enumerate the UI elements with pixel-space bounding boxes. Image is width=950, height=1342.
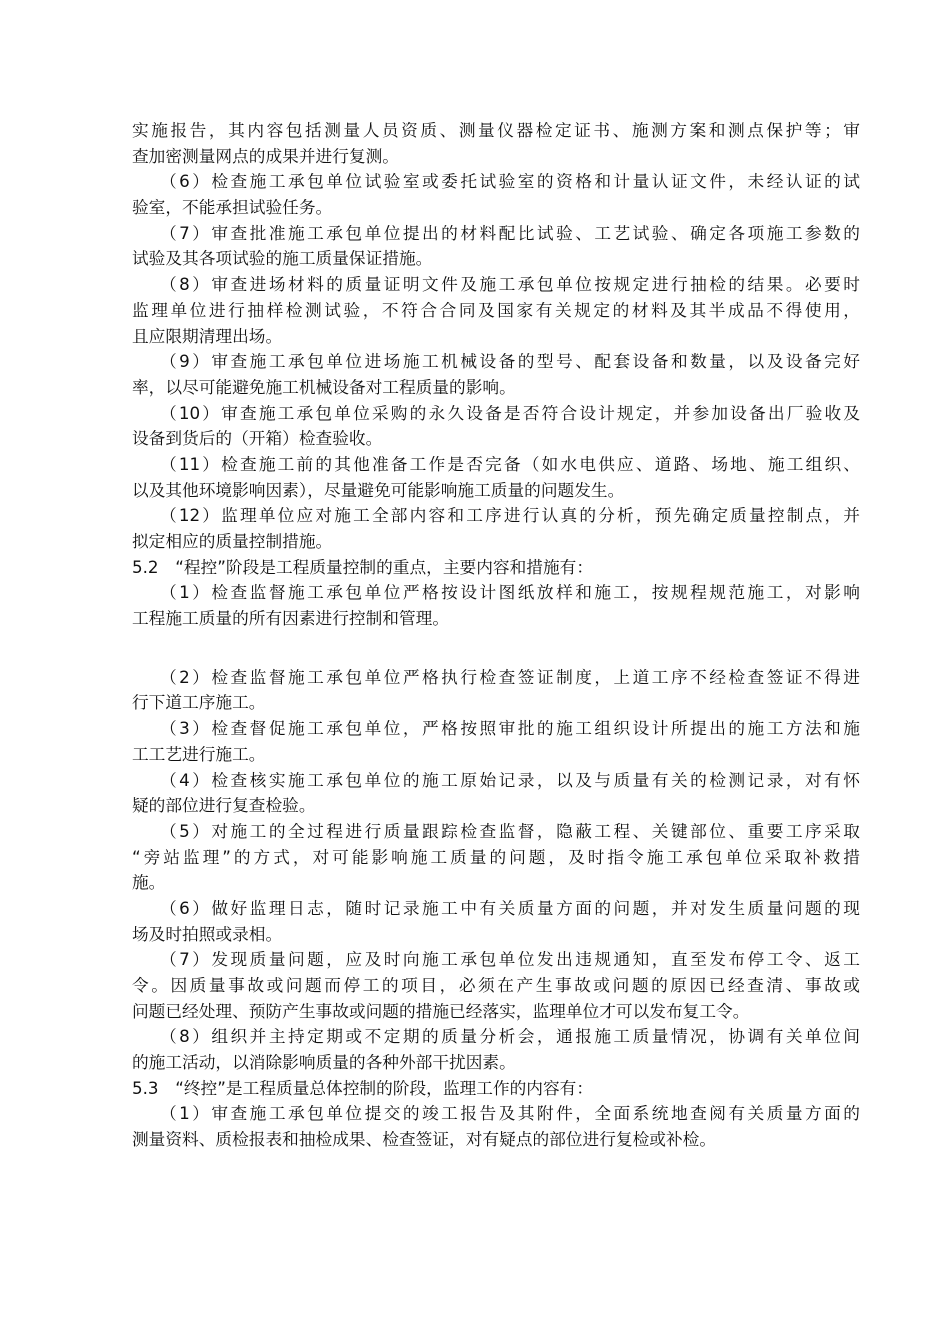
text-line: 监理单位进行抽样检测试验，不符合合同及国家有关规定的材料及其半成品不得使用， — [132, 299, 860, 320]
text-line: 工工艺进行施工。 — [132, 743, 266, 764]
text-line: （10）审查施工承包单位采购的永久设备是否符合设计规定，并参加设备出厂验收及 — [160, 402, 860, 423]
text-line: 验室，不能承担试验任务。 — [132, 197, 333, 218]
text-line: 设备到货后的（开箱）检查验收。 — [132, 428, 383, 449]
text-line: （12）监理单位应对施工全部内容和工序进行认真的分析，预先确定质量控制点，并 — [160, 505, 860, 526]
text-line: （1）检查监督施工承包单位严格按设计图纸放样和施工，按规程规范施工，对影响 — [160, 582, 860, 603]
document-page — [132, 118, 860, 1153]
text-line: （8）组织并主持定期或不定期的质量分析会，通报施工质量情况，协调有关单位间 — [160, 1026, 860, 1047]
text-line: （1）审查施工承包单位提交的竣工报告及其附件，全面系统地查阅有关质量方面的 — [160, 1103, 860, 1124]
section-heading-5-3: 5.3 “终控”是工程质量总体控制的阶段，监理工作的内容有： — [132, 1077, 594, 1098]
text-line: （4）检查核实施工承包单位的施工原始记录，以及与质量有关的检测记录，对有怀 — [160, 769, 860, 790]
blank-space — [132, 632, 860, 665]
text-line: 令。因质量事故或问题而停工的项目，必须在产生事故或问题的原因已经查清、事故或 — [132, 975, 860, 995]
text-line: 试验及其各项试验的施工质量保证措施。 — [132, 248, 433, 269]
text-line: 且应限期清理出场。 — [132, 325, 283, 346]
text-line: 疑的部位进行复查检验。 — [132, 795, 316, 816]
text-line: （11）检查施工前的其他准备工作是否完备（如水电供应、道路、场地、施工组织、 — [160, 453, 860, 474]
text-line: （6）检查施工承包单位试验室或委托试验室的资格和计量认证文件，未经认证的试 — [160, 171, 860, 192]
text-line: （7）发现质量问题，应及时向施工承包单位发出违规通知，直至发布停工令、返工 — [160, 949, 860, 970]
text-line: 率，以尽可能避免施工机械设备对工程质量的影响。 — [132, 376, 516, 397]
text-line: 以及其他环境影响因素），尽量避免可能影响施工质量的问题发生。 — [132, 479, 625, 500]
text-line: 施。 — [132, 872, 166, 893]
text-line: 实施报告，其内容包括测量人员资质、测量仪器检定证书、施测方案和测点保护等；审 — [132, 120, 860, 140]
text-line: 工程施工质量的所有因素进行控制和管理。 — [132, 608, 450, 629]
text-line: 的施工活动，以消除影响质量的各种外部干扰因素。 — [132, 1052, 516, 1073]
section-heading-5-2: 5.2 “程控”阶段是工程质量控制的重点，主要内容和措施有： — [132, 556, 594, 577]
text-line: 场及时拍照或录相。 — [132, 923, 283, 944]
text-line: 拟定相应的质量控制措施。 — [132, 531, 333, 551]
text-line: （9）审查施工承包单位进场施工机械设备的型号、配套设备和数量，以及设备完好 — [160, 351, 860, 372]
text-line: （3）检查督促施工承包单位，严格按照审批的施工组织设计所提出的施工方法和施 — [160, 718, 860, 739]
text-line: 行下道工序施工。 — [132, 692, 266, 713]
text-line: （2）检查监督施工承包单位严格执行检查签证制度，上道工序不经检查签证不得进 — [160, 666, 860, 687]
text-line: （6）做好监理日志，随时记录施工中有关质量方面的问题，并对发生质量问题的现 — [160, 897, 860, 918]
text-line: （8）审查进场材料的质量证明文件及施工承包单位按规定进行抽检的结果。必要时 — [160, 274, 860, 295]
text-line: 问题已经处理、预防产生事故或问题的措施已经落实，监理单位才可以发布复工令。 — [132, 1000, 750, 1021]
text-line: （7）审查批准施工承包单位提出的材料配比试验、工艺试验、确定各项施工参数的 — [160, 222, 860, 243]
text-line: 测量资料、质检报表和抽检成果、检查签证，对有疑点的部位进行复检或补检。 — [132, 1129, 717, 1150]
text-line: （5）对施工的全过程进行质量跟踪检查监督，隐蔽工程、关键部位、重要工序采取 — [160, 820, 860, 841]
text-line: 查加密测量网点的成果并进行复测。 — [132, 145, 399, 166]
text-line: “旁站监理”的方式，对可能影响施工质量的问题，及时指令施工承包单位采取补救措 — [132, 846, 860, 867]
